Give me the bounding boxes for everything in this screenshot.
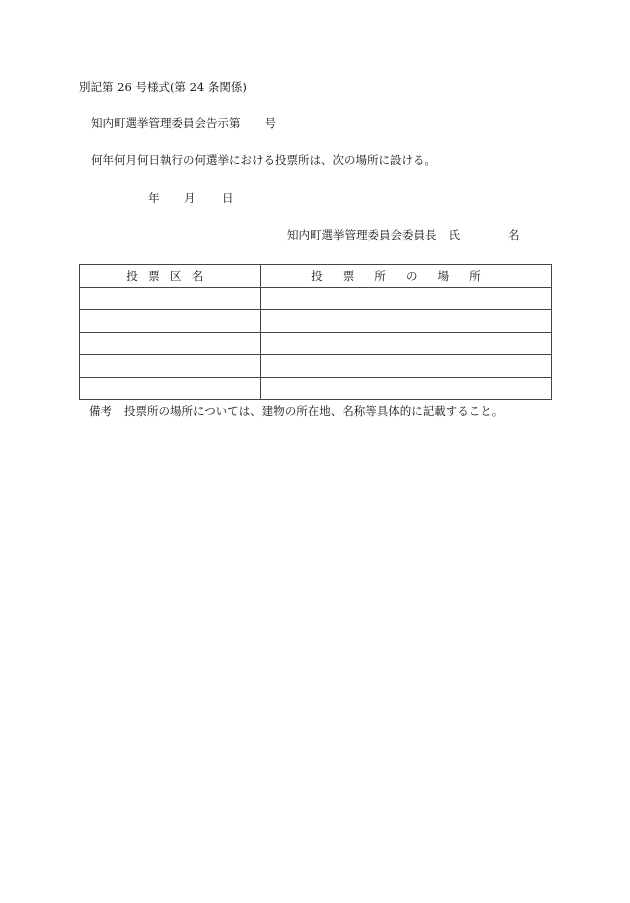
table-row [80, 310, 552, 333]
cell-district-name[interactable] [80, 287, 261, 310]
form-reference: 別記第 26 号様式(第 24 条関係) [79, 80, 247, 94]
cell-district-name[interactable] [80, 355, 261, 378]
notice-suffix: 号 [264, 116, 276, 130]
cell-station-location[interactable] [261, 332, 552, 355]
polling-station-table [79, 264, 552, 400]
notice-body-text: 何年何月何日執行の何選挙における投票所は、次の場所に設ける。 [91, 153, 436, 167]
table-row [80, 332, 552, 355]
signer-mei: 名 [508, 228, 520, 242]
cell-station-location[interactable] [261, 310, 552, 333]
cell-district-name[interactable] [80, 310, 261, 333]
remark-text: 投票所の場所については、建物の所在地、名称等具体的に記載すること。 [124, 404, 504, 418]
cell-station-location[interactable] [261, 287, 552, 310]
signer-title: 知内町選挙管理委員会委員長 [287, 228, 437, 242]
table-row [80, 287, 552, 310]
date-day: 日 [222, 191, 234, 205]
signer-line [287, 230, 520, 242]
cell-station-location[interactable] [261, 377, 552, 400]
cell-district-name[interactable] [80, 377, 261, 400]
date-line [148, 193, 234, 205]
signer-shi: 氏 [448, 228, 460, 242]
remark-line [89, 406, 503, 418]
cell-station-location[interactable] [261, 355, 552, 378]
date-year: 年 [148, 191, 160, 205]
notice-prefix: 知内町選挙管理委員会告示第 [91, 116, 241, 130]
table-row [80, 355, 552, 378]
table-header-row [80, 265, 552, 288]
date-month: 月 [184, 191, 196, 205]
notice-number-line [91, 118, 276, 130]
header-station-location: 投票所の場所 [261, 265, 552, 288]
remark-label: 備考 [89, 404, 112, 418]
header-district-name: 投票区名 [80, 265, 261, 288]
cell-district-name[interactable] [80, 332, 261, 355]
table-row [80, 377, 552, 400]
